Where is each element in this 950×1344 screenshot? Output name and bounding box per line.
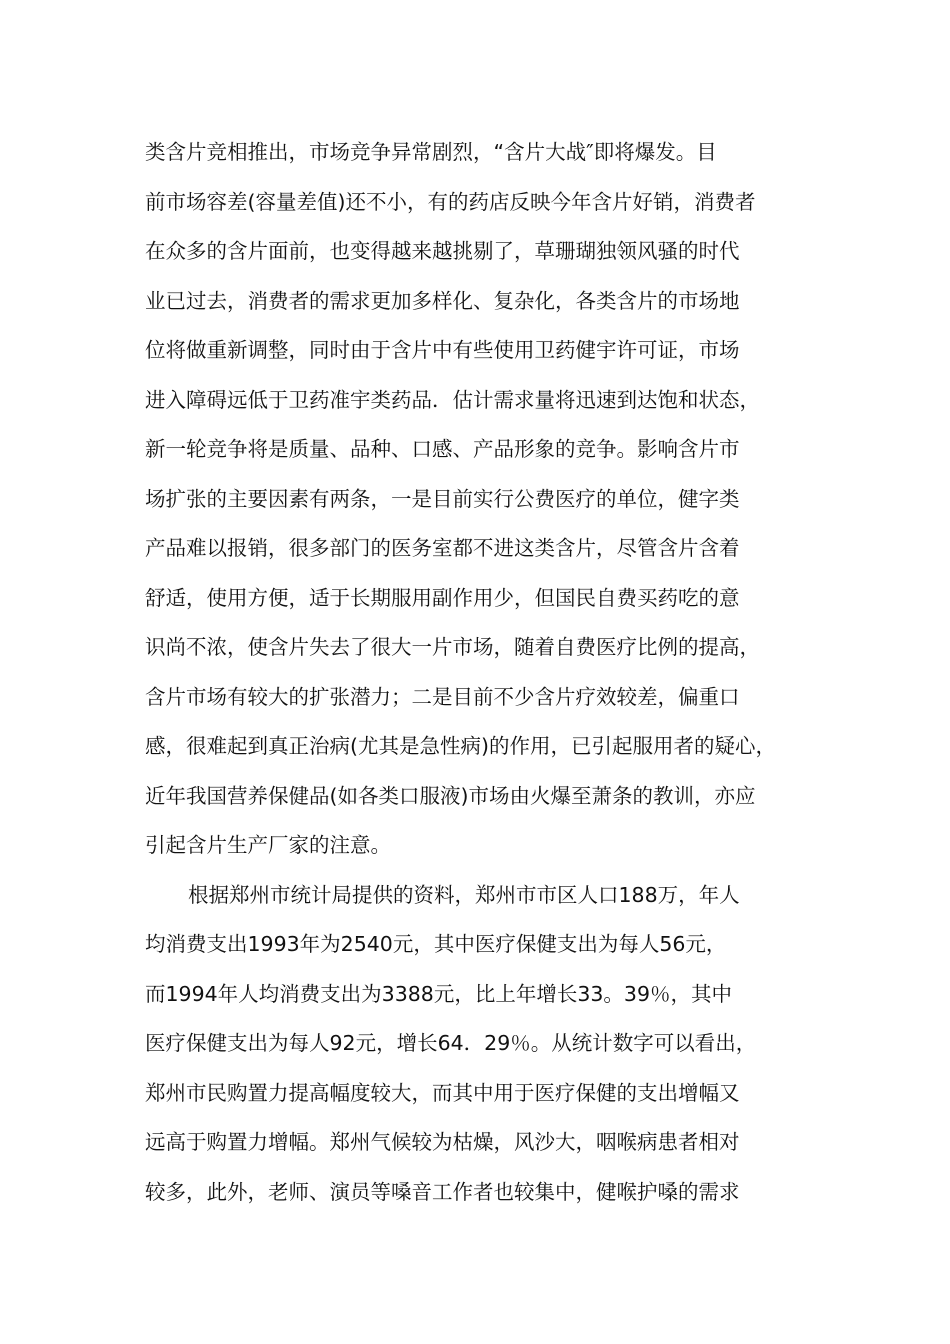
text-line: 医疗保健支出为每人92元，增长64．29％。从统计数字可以看出， [145, 1031, 757, 1055]
text-line: 新一轮竞争将是质量、品种、口感、产品形象的竞争。影响含片市 [145, 437, 740, 461]
text-line: 远高于购置力增幅。郑州气候较为枯燥，风沙大，咽喉病患者相对 [145, 1130, 740, 1154]
paragraph-2 [145, 875, 845, 1222]
text-line: 郑州市民购置力提高幅度较大，而其中用于医疗保健的支出增幅又 [145, 1080, 740, 1105]
text-line: 位将做重新调整，同时由于含片中有些使用卫药健宇许可证，市场 [145, 338, 740, 362]
text-line: 感，很难起到真正治病(尤其是急性病)的作用，已引起服用者的疑心， [145, 734, 776, 758]
text-line: 识尚不浓，使含片失去了很大一片市场，随着自费医疗比例的提高， [145, 635, 760, 659]
text-line: 进入障碍远低于卫药准宇类药品．估计需求量将迅速到达饱和状态， [145, 387, 760, 412]
text-line: 均消费支出1993年为2540元，其中医疗保健支出为每人56元， [145, 932, 727, 956]
text-line: 类含片竞相推出，市场竞争异常剧烈，“含片大战″即将爆发。目 [145, 140, 717, 164]
text-line: 场扩张的主要因素有两条，一是目前实行公费医疗的单位，健字类 [145, 486, 740, 511]
text-line: 近年我国营养保健品(如各类口服液)市场由火爆至萧条的教训，亦应 [145, 783, 756, 808]
text-line: 在众多的含片面前，也变得越来越挑剔了，草珊瑚独领风骚的时代 [145, 239, 740, 263]
text-line: 舒适，使用方便，适于长期服用副作用少，但国民自费买药吃的意 [145, 585, 740, 610]
text-line: 前市场容差(容量差值)还不小，有的药店反映今年含片好销，消费者 [145, 189, 756, 214]
text-line: 而1994年人均消费支出为3388元，比上年增长33。39％，其中 [145, 981, 733, 1006]
text-line: 较多，此外，老师、演员等嗓音工作者也较集中，健喉护嗓的需求 [145, 1179, 740, 1204]
body-text [145, 132, 845, 1221]
text-line: 产品难以报销，很多部门的医务室都不进这类含片，尽管含片含着 [145, 536, 740, 560]
paragraph-1 [145, 132, 845, 875]
text-line: 根据郑州市统计局提供的资料，郑州市市区人口188万，年人 [188, 882, 740, 907]
text-line: 引起含片生产厂家的注意。 [145, 833, 391, 857]
text-line: 业已过去，消费者的需求更加多样化、复杂化，各类含片的市场地 [145, 288, 740, 313]
text-line: 含片市场有较大的扩张潜力；二是目前不少含片疗效较差，偏重口 [145, 684, 740, 709]
